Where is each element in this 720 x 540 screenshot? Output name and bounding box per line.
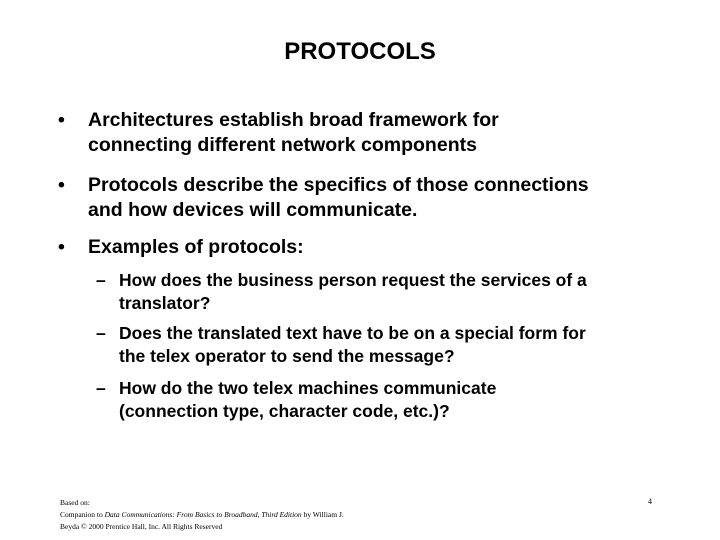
page-number: 4 — [648, 497, 652, 506]
footer-book-title: Data Communications: From Basics to Broadband, Third Edition — [104, 510, 302, 519]
footer-line — [60, 509, 440, 521]
bullet-text-line: connecting different network components — [88, 134, 477, 156]
bullet-text-line: Protocols describe the specifics of those connections — [88, 174, 589, 196]
sub-bullet-marker: – — [96, 270, 106, 290]
bullet-text-line: and how devices will communicate. — [88, 199, 418, 221]
sub-bullet-text-line: the telex operator to send the message? — [119, 345, 455, 366]
bullet-marker: • — [58, 236, 65, 258]
sub-bullet-telex-machines — [96, 377, 666, 422]
bullet-text-line: Architectures establish broad framework for — [88, 109, 499, 131]
bullet-text-line: Examples of protocols: — [88, 236, 304, 258]
footer-line: Beyda © 2000 Prentice Hall, Inc. All Rights Reserved — [60, 522, 223, 531]
sub-bullet-text-line: How does the business person request the services of a — [119, 270, 587, 290]
bullet-marker: • — [58, 109, 65, 131]
sub-bullet-marker: – — [96, 323, 106, 343]
sub-bullet-special-form — [96, 322, 666, 367]
sub-bullet-text-line: How do the two telex machines communicate — [119, 378, 497, 398]
footer-text: Companion to — [60, 510, 105, 519]
footer-text: by William J. — [301, 510, 344, 519]
sub-bullet-text-line: translator? — [119, 292, 211, 313]
bullet-examples — [58, 235, 668, 260]
footer-line: Based on: — [60, 498, 90, 507]
sub-bullet-marker: – — [96, 378, 106, 398]
slide-title: PROTOCOLS — [284, 38, 436, 65]
bullet-protocols — [58, 173, 668, 223]
sub-bullet-text-line: (connection type, character code, etc.)? — [119, 400, 450, 421]
bullet-marker: • — [58, 174, 65, 196]
sub-bullet-text-line: Does the translated text have to be on a special form for — [119, 323, 586, 343]
footer-citation — [60, 497, 440, 533]
sub-bullet-request-services — [96, 269, 666, 314]
bullet-architectures — [58, 108, 668, 158]
